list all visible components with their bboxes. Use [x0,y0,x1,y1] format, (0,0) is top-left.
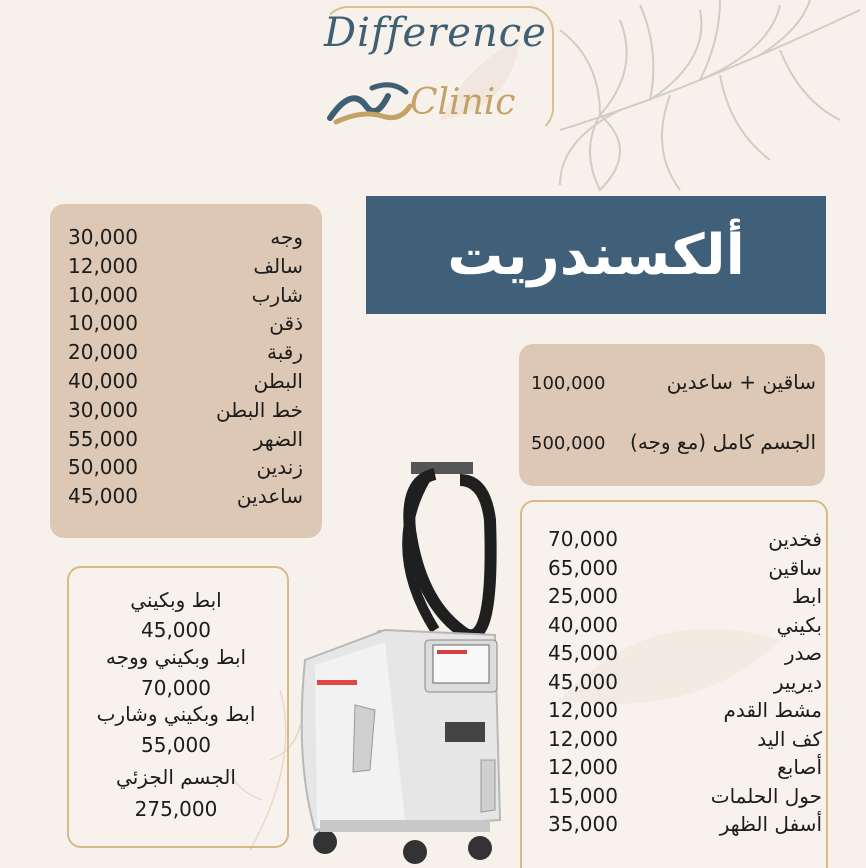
package-name: ابط وبكيني [130,588,222,612]
clinic-logo-mark-icon [322,76,412,126]
package-price: 70,000 [141,676,211,700]
package-name: الجسم الجزئي [116,765,236,789]
service-name: زندين [256,455,303,480]
service-price: 55,000 [68,426,138,451]
service-price: 15,000 [548,783,618,808]
service-price: 35,000 [548,812,618,836]
combo-price: 100,000 [531,373,606,394]
service-price: 12,000 [68,253,138,278]
package-name: ابط وبكيني وشارب [96,702,256,726]
package-price: 275,000 [134,797,218,821]
service-price: 30,000 [68,225,138,249]
service-name: الضهر [253,426,303,451]
service-name: ذقن [269,311,303,336]
service-price: 10,000 [68,311,138,336]
service-price: 50,000 [68,455,138,480]
service-name: ساعدين [236,484,303,509]
laser-machine-image [285,460,520,866]
service-price: 65,000 [548,555,618,580]
service-name: ديريير [773,669,822,694]
service-name: ابط [791,584,822,608]
service-name: حول الحلمات [710,783,822,808]
service-price: 30,000 [68,397,138,422]
service-name: مشط القدم [723,698,822,722]
service-price: 40,000 [68,369,138,393]
service-name: صدر [784,641,822,665]
service-price: 45,000 [548,669,618,694]
service-price: 45,000 [548,641,618,665]
service-name: بكيني [776,612,822,637]
service-price: 25,000 [548,584,618,608]
service-price: 45,000 [68,484,138,509]
service-price: 12,000 [548,755,618,779]
service-name: كف اليد [757,726,822,751]
service-price: 12,000 [548,698,618,722]
package-price: 55,000 [141,733,211,757]
clinic-logo [310,0,555,135]
service-name: سالف [253,253,303,278]
service-name: فخدين [768,527,822,551]
service-name: رقبة [267,340,303,365]
package-price: 45,000 [141,618,211,642]
service-name: البطن [253,369,303,393]
service-price: 12,000 [548,726,618,751]
logo-word-clinic: Clinic [410,82,516,123]
combo-name: ساقين + ساعدين [666,370,816,394]
service-price: 10,000 [68,282,138,307]
logo-word-difference: Difference [324,10,547,56]
combo-price: 500,000 [531,433,606,454]
service-name: أصابع [777,755,822,779]
service-name: ساقين [768,555,822,580]
service-name: خط البطن [215,397,303,422]
service-name: شارب [251,282,303,307]
package-name: ابط وبكيني ووجه [105,645,247,669]
service-name: وجه [270,225,303,249]
service-price: 70,000 [548,527,618,551]
service-price: 40,000 [548,612,618,637]
service-name: أسفل الظهر [719,812,822,836]
combo-price-card [519,344,825,486]
page-title: ألكسندريت [366,196,826,314]
combo-name: الجسم كامل (مع وجه) [630,430,816,454]
service-price: 20,000 [68,340,138,365]
